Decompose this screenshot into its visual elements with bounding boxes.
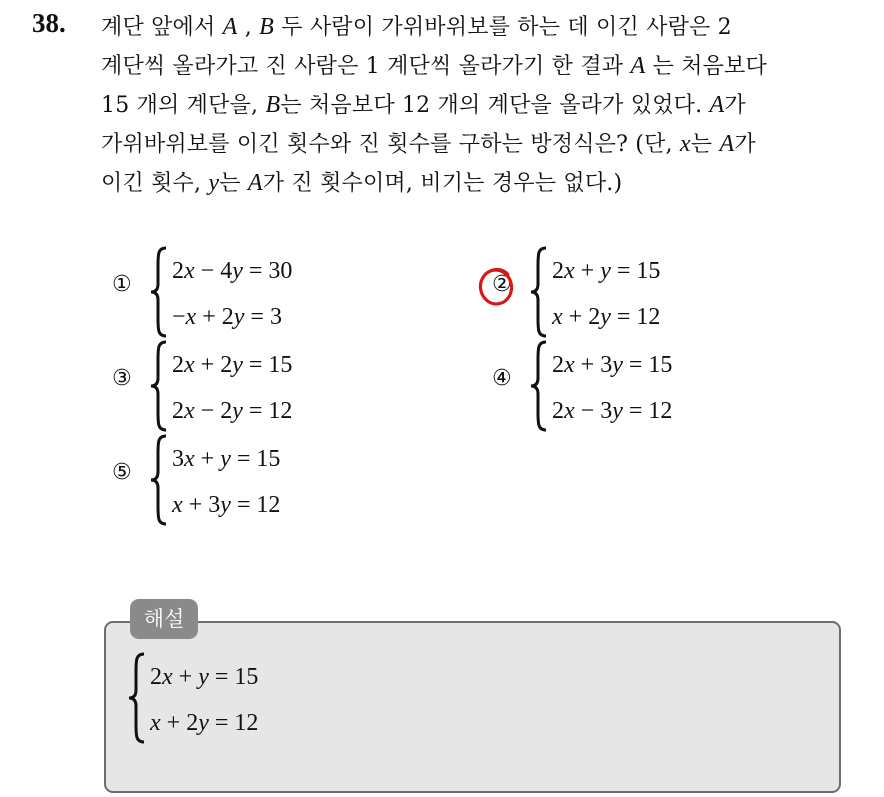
question-text-run: 이긴 횟수, — [101, 171, 209, 196]
left-brace-icon — [530, 246, 550, 338]
choice-5[interactable] — [112, 434, 372, 526]
question-text-run: 는 — [219, 171, 248, 196]
question-text-run: 계단씩 올라가고 진 사람은 1 계단씩 올라가기 한 결과 — [101, 54, 631, 79]
question-text-run: 15 개의 계단을, — [101, 93, 266, 118]
math-variable: A — [709, 92, 725, 118]
solution-label: 해설 — [130, 599, 198, 639]
math-variable: y — [208, 170, 220, 196]
choice-1[interactable] — [112, 246, 372, 338]
question-text-run: 가위바위보를 이긴 횟수와 진 횟수를 구하는 방정식은? (단, — [101, 132, 680, 157]
question-text-run: 두 사람이 가위바위보를 하는 데 이긴 사람은 2 — [274, 15, 732, 40]
choice-equation-2: −x + 2y = 3 — [172, 304, 282, 330]
question-line — [101, 8, 871, 47]
choice-4[interactable] — [492, 340, 752, 432]
question-text-run: 가 진 횟수이며, 비기는 경우는 없다.) — [262, 171, 623, 196]
answer-circle-icon — [476, 264, 516, 310]
choice-3[interactable] — [112, 340, 372, 432]
question-line — [101, 125, 871, 164]
math-variable: A — [719, 131, 735, 157]
question-text — [101, 8, 871, 203]
left-brace-icon — [150, 340, 170, 432]
solution-equation-2: x + 2y = 12 — [150, 710, 259, 736]
left-brace-icon — [150, 434, 170, 526]
left-brace-icon — [530, 340, 550, 432]
choice-marker: ② — [492, 272, 512, 297]
choice-equation-2: x + 2y = 12 — [552, 304, 661, 330]
question-text-run: 는 처음보다 — [645, 54, 767, 79]
question-line — [101, 164, 871, 203]
question-line — [101, 86, 871, 125]
choice-marker: ① — [112, 272, 132, 297]
choice-2[interactable] — [492, 246, 752, 338]
choice-equation-1: 2x + 2y = 15 — [172, 352, 293, 378]
question-line — [101, 47, 871, 86]
question-text-run: 가 — [724, 93, 746, 118]
question-text-run: 계단 앞에서 — [101, 15, 223, 40]
math-variable: x — [679, 131, 691, 157]
math-variable: A — [630, 53, 646, 79]
question-number: 38. — [32, 8, 66, 38]
choice-equation-2: x + 3y = 12 — [172, 492, 281, 518]
choice-equation-1: 2x + 3y = 15 — [552, 352, 673, 378]
choice-equation-1: 2x + y = 15 — [552, 258, 661, 284]
question-text-run: 가 — [734, 132, 756, 157]
choice-equation-1: 2x − 4y = 30 — [172, 258, 293, 284]
question-text-run: 는 처음보다 12 개의 계단을 올라가 있었다. — [280, 93, 710, 118]
choice-equation-2: 2x − 3y = 12 — [552, 398, 673, 424]
question-text-run: , — [237, 15, 260, 40]
choice-marker: ④ — [492, 366, 512, 391]
math-variable: A — [247, 170, 263, 196]
choice-marker: ⑤ — [112, 460, 132, 485]
choice-equation-1: 3x + y = 15 — [172, 446, 281, 472]
question-text-run: 는 — [690, 132, 720, 157]
math-variable: B — [265, 92, 281, 118]
choice-equation-2: 2x − 2y = 12 — [172, 398, 293, 424]
solution-equation-1: 2x + y = 15 — [150, 664, 259, 690]
math-variable: A — [222, 14, 238, 40]
left-brace-icon — [128, 652, 148, 744]
math-variable: B — [259, 14, 274, 40]
left-brace-icon — [150, 246, 170, 338]
choice-marker: ③ — [112, 366, 132, 391]
solution-equations — [90, 652, 350, 744]
